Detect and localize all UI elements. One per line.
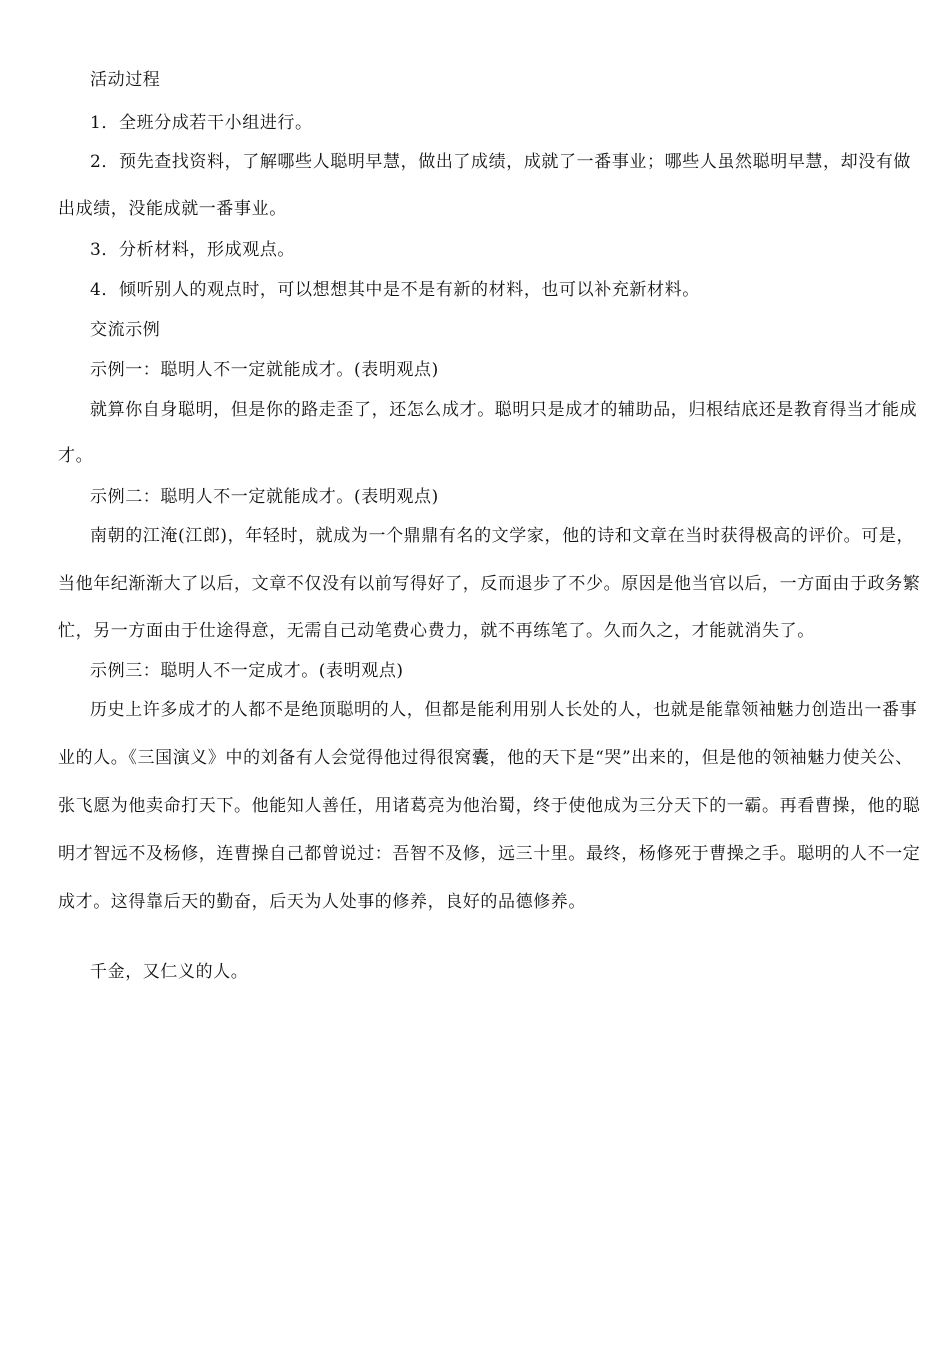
step-2-line-1: 2．预先查找资料，了解哪些人聪明早慧，做出了成绩，成就了一番事业；哪些人虽然聪明早慧，却没有做 <box>90 152 912 172</box>
example-3-line-1: 历史上许多成才的人都不是绝顶聪明的人，但都是能利用别人长处的人，也就是能靠领袖魅力创造出一番事 <box>90 700 918 720</box>
example-2-title: 示例二：聪明人不一定就能成才。(表明观点) <box>90 487 439 507</box>
closing-line: 千金，又仁义的人。 <box>90 962 249 982</box>
exchange-heading: 交流示例 <box>90 320 161 340</box>
example-3-title: 示例三：聪明人不一定成才。(表明观点) <box>90 661 404 681</box>
step-1: 1．全班分成若干小组进行。 <box>90 113 313 133</box>
example-2-line-3: 忙，另一方面由于仕途得意，无需自己动笔费心费力，就不再练笔了。久而久之，才能就消失了。 <box>58 621 815 641</box>
example-1-title: 示例一：聪明人不一定就能成才。(表明观点) <box>90 360 439 380</box>
example-2-line-2: 当他年纪渐渐大了以后，文章不仅没有以前写得好了，反而退步了不少。原因是他当官以后，一方面由于政务繁 <box>58 574 921 594</box>
example-3-line-5: 成才。这得靠后天的勤奋，后天为人处事的修养，良好的品德修养。 <box>58 892 586 912</box>
activity-heading: 活动过程 <box>90 70 161 90</box>
step-4: 4．倾听别人的观点时，可以想想其中是不是有新的材料，也可以补充新材料。 <box>90 280 700 300</box>
example-3-line-2: 业的人。《三国演义》中的刘备有人会觉得他过得很窝囊，他的天下是“哭”出来的，但是他的领袖魅力使关公、 <box>58 748 913 768</box>
example-3-line-4: 明才智远不及杨修，连曹操自己都曾说过：吾智不及修，远三十里。最终，杨修死于曹操之手。聪明的人不一定 <box>58 844 921 864</box>
example-2-line-1: 南朝的江淹(江郎)，年轻时，就成为一个鼎鼎有名的文学家，他的诗和文章在当时获得极高的评价。可是， <box>90 526 915 546</box>
step-3: 3．分析材料，形成观点。 <box>90 240 296 260</box>
example-1-line-1: 就算你自身聪明，但是你的路走歪了，还怎么成才。聪明只是成才的辅助品，归根结底还是教育得当才能成 <box>90 400 918 420</box>
example-3-line-3: 张飞愿为他卖命打天下。他能知人善任，用诸葛亮为他治蜀，终于使他成为三分天下的一霸。再看曹操，他的聪 <box>58 796 921 816</box>
example-1-line-2: 才。 <box>58 446 94 466</box>
step-2-line-2: 出成绩，没能成就一番事业。 <box>58 199 287 219</box>
